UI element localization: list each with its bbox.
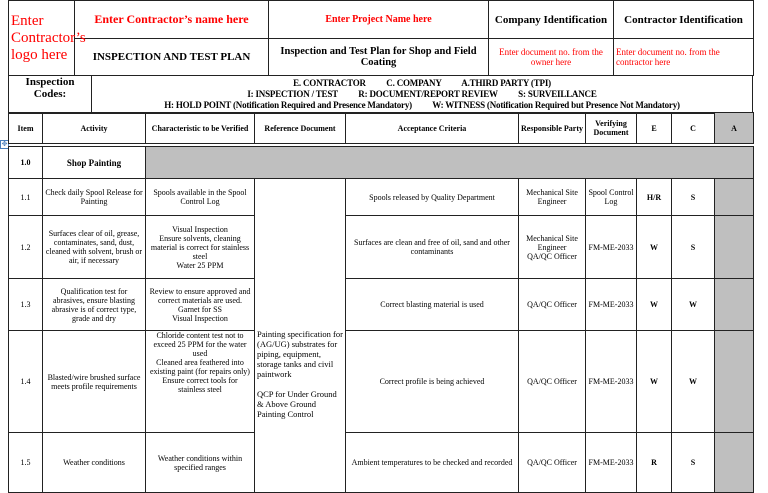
row-characteristic: Visual Inspection Ensure solvents, cleaning material is correct for stainless steel Water 25 PPM [146, 216, 255, 279]
row-criteria: Spools released by Quality Department [346, 179, 519, 216]
table-row [9, 331, 754, 433]
row-a [715, 433, 754, 493]
col-c: C [672, 113, 715, 144]
row-item: 1.4 [9, 331, 43, 433]
section-activity: Shop Painting [43, 147, 146, 179]
col-criteria: Acceptance Criteria [346, 113, 519, 144]
project-name: Enter Project Name here [269, 1, 489, 39]
document-title: INSPECTION AND TEST PLAN [75, 39, 269, 76]
row-c: S [672, 179, 715, 216]
company-document-number: Enter document no. from the owner here [489, 39, 614, 76]
col-characteristic: Characteristic to be Verified [146, 113, 255, 144]
row-characteristic: Review to ensure approved and correct materials are used. Garnet for SS Visual Inspection [146, 279, 255, 331]
col-activity: Activity [43, 113, 146, 144]
row-a [715, 216, 754, 279]
row-item: 1.3 [9, 279, 43, 331]
section-item: 1.0 [9, 147, 43, 179]
reference-document [255, 179, 346, 493]
row-e: W [637, 331, 672, 433]
row-party: Mechanical Site Engineer QA/QC Officer [519, 216, 586, 279]
company-id-label: Company Identification [489, 1, 614, 39]
section-fill [146, 147, 754, 179]
row-criteria: Surfaces are clean and free of oil, sand and other contaminants [346, 216, 519, 279]
row-doc: FM-ME-2033 [586, 216, 637, 279]
contractor-document-number: Enter document no. from the contractor here [614, 39, 754, 76]
col-party: Responsible Party [519, 113, 586, 144]
col-verifying-doc: Verifying Document [586, 113, 637, 144]
codes-line-parties: E. CONTRACTOR C. COMPANY A.THIRD PARTY (TPI) [293, 78, 551, 88]
row-e: R [637, 433, 672, 493]
row-activity: Check daily Spool Release for Painting [43, 179, 146, 216]
row-characteristic: Weather conditions within specified ranges [146, 433, 255, 493]
row-criteria: Correct profile is being achieved [346, 331, 519, 433]
row-doc: FM-ME-2033 [586, 279, 637, 331]
contractor-name: Enter Contractor’s name here [75, 1, 269, 39]
row-a [715, 331, 754, 433]
row-item: 1.1 [9, 179, 43, 216]
row-item: 1.5 [9, 433, 43, 493]
row-doc: Spool Control Log [586, 179, 637, 216]
inspection-codes-table [8, 75, 753, 114]
row-criteria: Ambient temperatures to be checked and recorded [346, 433, 519, 493]
row-activity: Blasted/wire brushed surface meets profile requirements [43, 331, 146, 433]
col-item: Item [9, 113, 43, 144]
row-c: W [672, 331, 715, 433]
header-table [8, 0, 754, 76]
row-e: W [637, 279, 672, 331]
row-characteristic: Chloride content test not to exceed 25 PPM for the water used Cleaned area feathered into existing paint (for repairs only) Ensure correct tools for stainless steel [146, 331, 255, 433]
itp-table [8, 112, 754, 493]
table-move-handle-icon[interactable]: ✥ [1, 140, 8, 148]
row-a [715, 179, 754, 216]
table-row [9, 433, 754, 493]
row-characteristic: Spools available in the Spool Control Log [146, 179, 255, 216]
contractor-logo-placeholder: Enter Contractor’s logo here [9, 1, 75, 76]
row-doc: FM-ME-2033 [586, 331, 637, 433]
section-row [9, 147, 754, 179]
table-row [9, 216, 754, 279]
row-c: S [672, 216, 715, 279]
row-item: 1.2 [9, 216, 43, 279]
contractor-id-label: Contractor Identification [614, 1, 754, 39]
row-a [715, 279, 754, 331]
col-e: E [637, 113, 672, 144]
col-reference: Reference Document [255, 113, 346, 144]
table-row [9, 279, 754, 331]
plan-title: Inspection and Test Plan for Shop and Field Coating [269, 39, 489, 76]
row-activity: Weather conditions [43, 433, 146, 493]
table-row [9, 179, 754, 216]
column-header-row [9, 113, 754, 144]
inspection-codes-label: Inspection Codes: [9, 76, 92, 114]
reference-qcp: QCP for Under Ground & Above Ground Painting Control [257, 389, 337, 419]
row-e: H/R [637, 179, 672, 216]
row-c: W [672, 279, 715, 331]
codes-line-points: H: HOLD POINT (Notification Required and Presence Mandatory) W: WITNESS (Notification Required but Presence Not Mandatory) [164, 100, 680, 110]
row-activity: Surfaces clear of oil, grease, contaminates, sand, dust, cleaned with solvent, brush or air, if necessary [43, 216, 146, 279]
reference-spec: Painting specification for (AG/UG) substrates for piping, equipment, storage tanks and civil paintwork [257, 329, 343, 379]
row-doc: FM-ME-2033 [586, 433, 637, 493]
row-criteria: Correct blasting material is used [346, 279, 519, 331]
row-c: S [672, 433, 715, 493]
row-party: QA/QC Officer [519, 331, 586, 433]
row-party: QA/QC Officer [519, 279, 586, 331]
row-party: QA/QC Officer [519, 433, 586, 493]
row-e: W [637, 216, 672, 279]
row-activity: Qualification test for abrasives, ensure blasting abrasive is of correct type, grade and dry [43, 279, 146, 331]
codes-line-types: I: INSPECTION / TEST R: DOCUMENT/REPORT REVIEW S: SURVEILLANCE [247, 89, 597, 99]
row-party: Mechanical Site Engineer [519, 179, 586, 216]
col-a: A [715, 113, 754, 144]
